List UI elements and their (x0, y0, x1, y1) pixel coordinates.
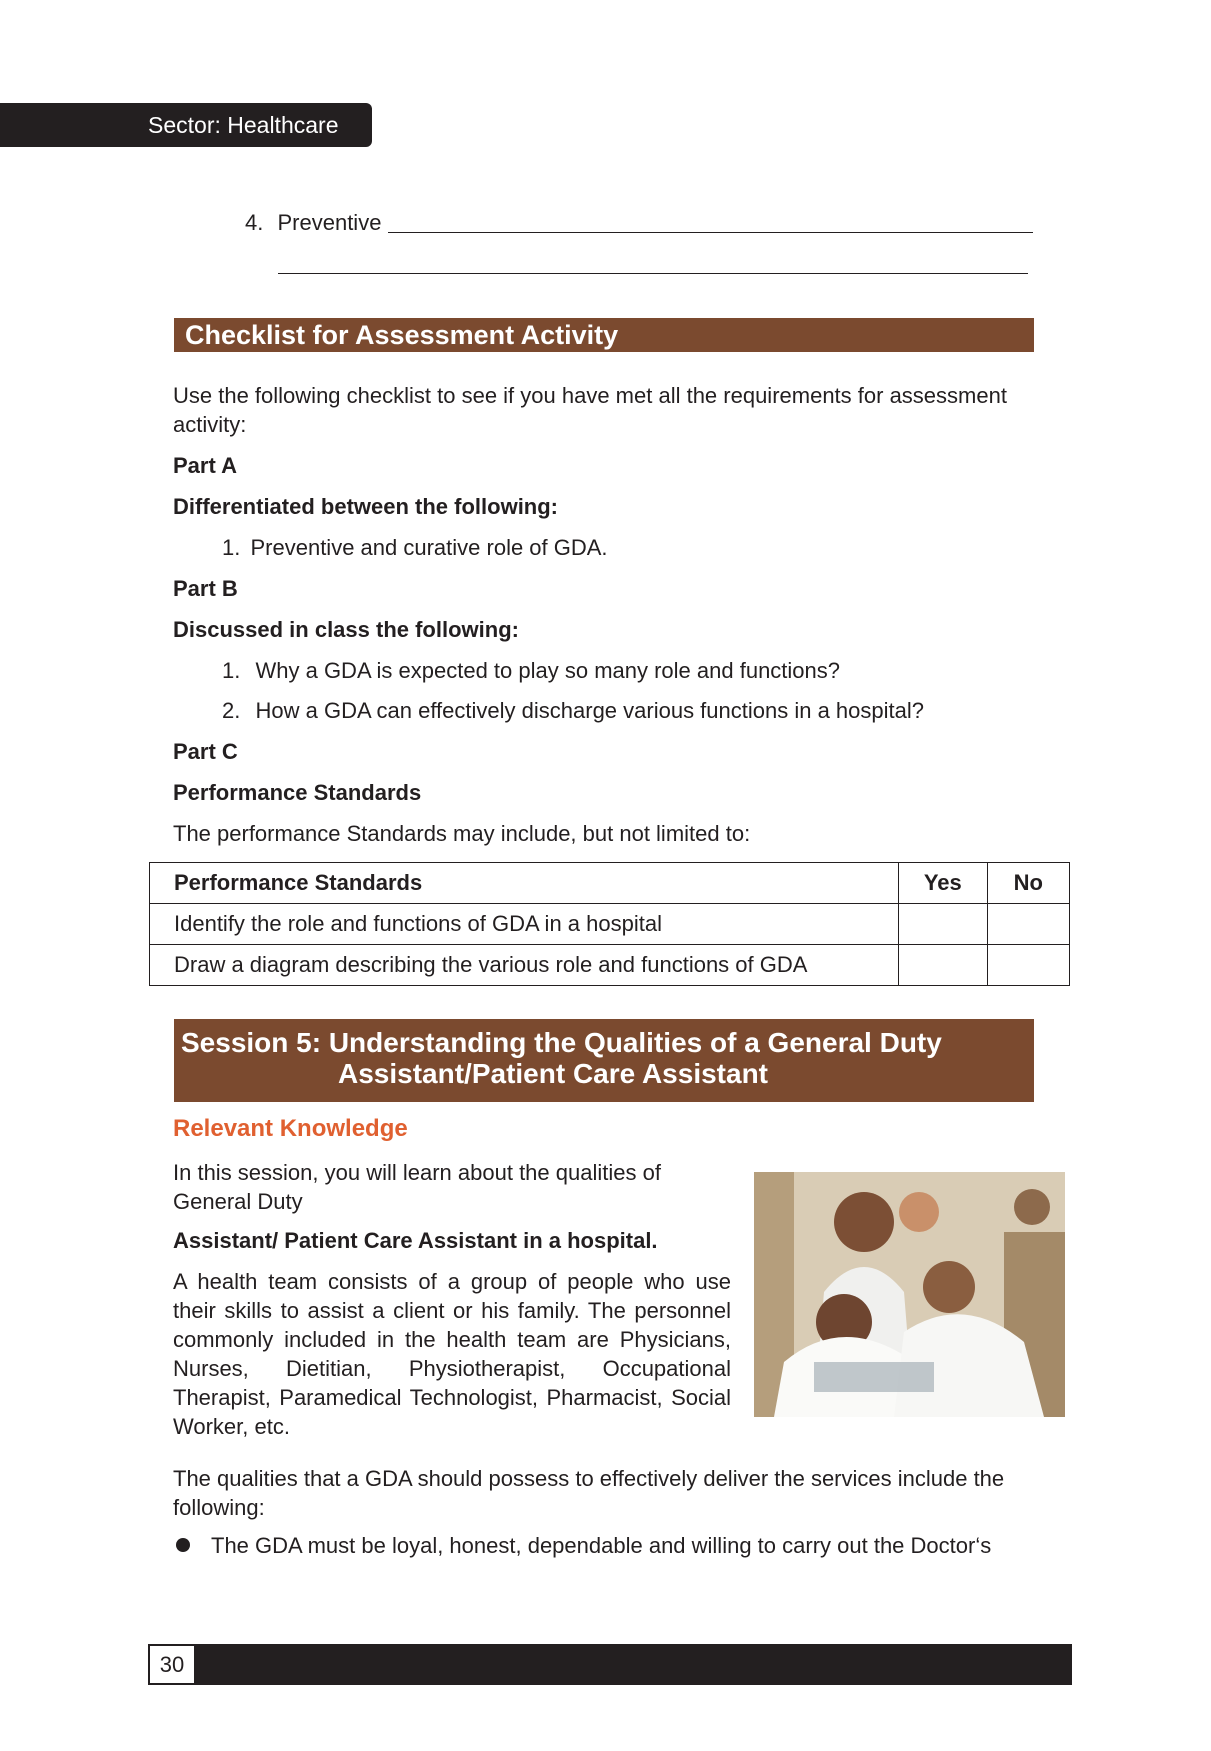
part-c-label: Part C (173, 739, 238, 764)
sector-label: Sector: Healthcare (148, 112, 339, 138)
table-header-row (150, 863, 1070, 904)
page-number: 30 (159, 1652, 185, 1677)
table-header-standards: Performance Standards (150, 863, 899, 904)
page-number-box (149, 1645, 195, 1684)
checklist-title: Checklist for Assessment Activity (185, 320, 619, 350)
session-intro-2: Assistant/ Patient Care Assistant in a hospital. (173, 1228, 658, 1253)
part-b-item-2-text: How a GDA can effectively discharge various functions in a hospital? (255, 698, 924, 723)
checklist-intro: Use the following checklist to see if you have met all the requirements for assessment activity: (173, 383, 1007, 437)
preventive-item (245, 208, 381, 237)
part-b-item-1-text: Why a GDA is expected to play so many role and functions? (255, 658, 841, 683)
photo-illustration (754, 1172, 1065, 1417)
relevant-knowledge-heading: Relevant Knowledge (173, 1115, 408, 1142)
bullet-1-text: The GDA must be loyal, honest, dependable and willing to carry out the Doctor‘s (211, 1533, 992, 1558)
session-intro-1: In this session, you will learn about the qualities of General Duty (173, 1160, 661, 1214)
preventive-number: 4. (245, 210, 264, 235)
part-b-heading: Discussed in class the following: (173, 617, 519, 642)
part-b-item-1-num: 1. (222, 658, 241, 683)
sector-tab (0, 103, 372, 147)
preventive-blank-line-1 (388, 232, 1033, 233)
table-header-no: No (987, 863, 1069, 904)
part-c-heading: Performance Standards (173, 780, 422, 805)
performance-standards-table (149, 862, 1070, 986)
table-cell-standard: Draw a diagram describing the various role and functions of GDA (150, 945, 899, 986)
table-header-yes: Yes (899, 863, 987, 904)
table-cell-yes[interactable] (899, 904, 987, 945)
part-b-item-2 (222, 696, 924, 725)
session-title-line-1: Session 5: Understanding the Qualities of a General Duty (181, 1027, 942, 1058)
part-c-intro: The performance Standards may include, but not limited to: (173, 821, 751, 846)
part-a-label: Part A (173, 453, 237, 478)
health-team-photo (754, 1172, 1065, 1417)
health-team-paragraph: A health team consists of a group of people who use their skills to assist a client or his family. The personnel commonly included in the health team are Physicians, Nurses, Dietitian, Physiotherapist, Occupational Therapist, Paramedical Technologist, Pharmacist, Social Worker, etc. (173, 1269, 731, 1439)
part-a-item-1-num: 1. (222, 535, 241, 560)
part-a-heading: Differentiated between the following: (173, 494, 559, 519)
preventive-blank-line-2 (278, 273, 1028, 274)
part-b-item-1 (222, 656, 840, 685)
bullet-dot (176, 1538, 190, 1552)
table-cell-yes[interactable] (899, 945, 987, 986)
qualities-paragraph: The qualities that a GDA should possess to effectively deliver the services include the following: (173, 1466, 1005, 1520)
checklist-title-bar (174, 318, 1034, 352)
part-b-label: Part B (173, 576, 238, 601)
footer-bar (148, 1644, 1072, 1685)
table-cell-standard: Identify the role and functions of GDA in a hospital (150, 904, 899, 945)
part-a-item-1-text: Preventive and curative role of GDA. (250, 535, 608, 560)
part-a-item-1 (222, 533, 608, 562)
preventive-label: Preventive (277, 210, 382, 235)
table-cell-no[interactable] (987, 945, 1069, 986)
table-cell-no[interactable] (987, 904, 1069, 945)
part-b-item-2-num: 2. (222, 698, 241, 723)
table-row (150, 945, 1070, 986)
session-title-bar (174, 1019, 1034, 1102)
session-title-line-2: Assistant/Patient Care Assistant (338, 1058, 768, 1089)
table-row (150, 904, 1070, 945)
